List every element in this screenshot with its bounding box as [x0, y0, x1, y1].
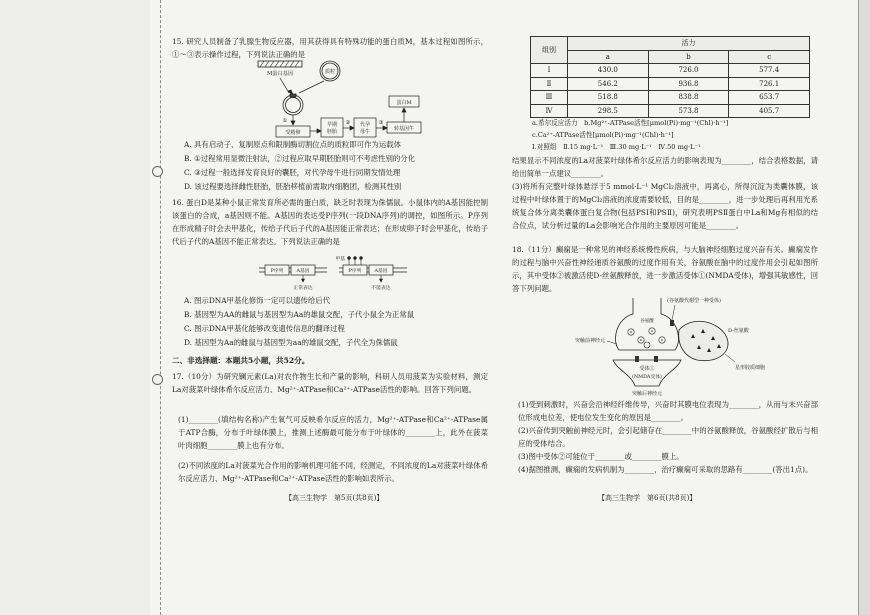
- table-header-group: 组别: [531, 37, 568, 64]
- q17-part3: (3)将所有完整叶绿体悬浮于5 mmol·L⁻¹ MgCl₂溶液中，再离心，所得沉淀为类囊体膜，该过程中叶绿体置于的MgCl₂溶液的浓度需要较低，目的是________，进一步处理后再利用光系统复合体分离类囊体蛋白复合物(包括PSⅠ和PSⅡ)，研究表明PSⅡ蛋白中La和Mg有相似的结合位点，试分析过量的La会影响光合作用的主要原因可能是________。: [512, 182, 818, 230]
- page-right-edge: [858, 0, 870, 615]
- q18-part2: (2)兴奋传到突触前神经元时，会引起储存在________中的谷氨酸释放，谷氨酸经扩散后与相应的受体结合。: [518, 426, 818, 448]
- table-note-ab: a.希尔反应活力 b.Mg²⁺-ATPase活性[μmol(Pi)·mg⁻¹(Chl)·h⁻¹]: [532, 119, 729, 127]
- section-heading: 二、非选择题：本题共5小题，共52分。: [172, 356, 310, 365]
- presynaptic-label: 突触前神经元: [575, 338, 606, 344]
- recombinant-plasmid: [283, 94, 303, 115]
- surrogate-label-2: 母牛: [359, 129, 371, 135]
- arrow-to-embryo: [310, 129, 321, 133]
- la-activity-table: [530, 36, 810, 118]
- table-header-activity: 活力: [568, 37, 810, 51]
- table-note-groups: Ⅰ.对照组 Ⅱ.15 mg·L⁻¹ Ⅲ.30 mg·L⁻¹ Ⅳ.50 mg·L⁻¹: [532, 143, 701, 151]
- q15-stem: 15. 研究人员制备了乳腺生物反应器，用其获得具有特殊功能的蛋白质M，基本过程如图所示，①～③表示操作过程，下列说法正确的是: [172, 37, 488, 59]
- arrow-step2: [343, 126, 354, 130]
- p-sequence-label-right: P序列: [348, 269, 362, 274]
- not-expressed-label: 不能表达: [371, 286, 391, 291]
- q17-part2: (2)不同浓度的La对菠菜光合作用的影响机理可能不同，经测定，不同浓度的La对菠菜叶绿体希尔反应活力、Mg²⁺-ATPase和Ca²⁺-ATPase活性的影响如表所示。: [178, 461, 488, 483]
- gene-fragment-hatched-bar: [258, 61, 302, 67]
- receptor1-marker-left: [635, 356, 639, 362]
- table-cell: 726.1: [729, 77, 810, 91]
- postsynaptic-label: 突触后神经元: [631, 391, 663, 397]
- gene-label: M蛋白基因: [266, 71, 294, 77]
- expressed-label: 正常表达: [293, 286, 313, 291]
- arrow-step3: [376, 126, 387, 130]
- q18-part4: (4)据图推测，癫痫的发病机制为________，治疗癫痫可采取的思路有________(答出1点)。: [518, 465, 813, 474]
- table-row: [531, 64, 810, 78]
- receptor2-note: (谷氨酸代谢型一种受体): [667, 298, 721, 304]
- step2-label: ②: [345, 120, 351, 126]
- table-note-c: c.Ca²⁺-ATPase活性[μmol(Pi)·mg⁻¹(Chl)·h⁻¹]: [532, 131, 674, 139]
- receptor2-marker: [670, 320, 674, 326]
- q17-result: 结果显示不同浓度的La对菠菜叶绿体希尔反应活力的影响表现为________，结合表格数据，请给出简单一点建议________。: [512, 156, 818, 178]
- q17-part1: (1)________(填结构名称)产生氧气可反映希尔反应的活力，Mg²⁺-ATPase和Ca²⁺-ATPase属于ATP合酶，分布于叶绿体膜上，推测上述酶最可能分布于叶绿体的________上，此外在菠菜叶肉细胞________膜上也有分布。: [178, 415, 488, 450]
- table-cell: Ⅰ: [531, 64, 568, 78]
- postsynaptic-neuron: [613, 360, 681, 386]
- table-cell: 726.0: [648, 64, 729, 78]
- step3-label: ③: [378, 120, 384, 126]
- q16-option-a: A. 图示DNA甲基化修饰一定可以遗传给后代: [184, 296, 331, 305]
- embryo-label-1: 早期: [326, 122, 338, 128]
- q15-option-c: C. ③过程一般选择发育良好的囊胚，对代孕母牛进行同期发情处理: [184, 168, 401, 177]
- q16-diagram: [255, 253, 411, 293]
- q16-option-b: B. 基因型为AA的雌鼠与基因型为Aa的雄鼠交配，子代小鼠全为正常鼠: [184, 310, 415, 319]
- p-sequence-label-left: P序列: [270, 269, 284, 274]
- page-footer-right: 【高三生物学 第6页(共8页)】: [598, 494, 697, 502]
- table-cell: 577.4: [729, 64, 810, 78]
- q15-option-a: A. 具有启动子、复制原点和限制酶切割位点的质粒即可作为运载体: [184, 140, 401, 149]
- receptor1-marker-right: [654, 356, 658, 362]
- q15-diagram: [248, 60, 428, 138]
- embryo-label-2: 胚胎: [326, 129, 338, 135]
- a-gene-label-left: A基因: [296, 269, 310, 274]
- step1-label: ①: [282, 118, 288, 124]
- arrow-to-product: [402, 108, 406, 122]
- astrocyte-label: 星形胶质细胞: [735, 365, 766, 371]
- methyl-groups: [348, 257, 363, 265]
- binding-line: [160, 0, 161, 615]
- table-cell: 518.8: [568, 91, 649, 105]
- a-gene-label-right: A基因: [374, 269, 388, 274]
- d-serine-label: D-丝氨酸: [728, 328, 749, 334]
- astrocyte-leader-line: [725, 354, 735, 362]
- page-footer-left: 【高三生物学 第5页(共8页)】: [285, 494, 384, 502]
- table-row: [531, 91, 810, 105]
- q18-stem: 18.（11分）癫痫是一种常见的神经系统慢性疾病，与大脑神经细胞过度兴奋有关。癫痫发作的过程与脑中兴奋性神经递质谷氨酸的过度作用有关，谷氨酸在脑中的过度作用会引起如图所示，其中受体②被激活使D-丝氨酸释放，进一步激活受体①(NMDA受体)，增强其敏感性，回答下列问题。: [512, 245, 818, 293]
- methyl-label: 甲基: [335, 257, 345, 262]
- q16-option-d: D. 基因型为Aa的雌鼠与基因型为aa的雄鼠交配，子代全为侏儒鼠: [184, 338, 398, 347]
- table-cell: 936.8: [648, 77, 729, 91]
- offspring-label: 转基因牛: [393, 126, 415, 132]
- nmda-label: (NMDA受体): [632, 375, 662, 380]
- table-col-a: a: [568, 50, 649, 64]
- q15-option-b: B. ①过程常用显微注射法，②过程应取早期胚胎则可不考虑性别的分化: [184, 154, 416, 163]
- table-row: [531, 104, 810, 118]
- arrow-step1: [291, 115, 295, 125]
- table-row: [531, 77, 810, 91]
- table-cell: 653.7: [729, 91, 810, 105]
- table-cell: 838.8: [648, 91, 729, 105]
- arrow-expressed: [302, 275, 305, 282]
- table-cell: Ⅲ: [531, 91, 568, 105]
- astrocyte-body: [679, 321, 728, 360]
- table-cell: 430.0: [568, 64, 649, 78]
- table-cell: 573.8: [648, 104, 729, 118]
- binding-hole-top: [152, 166, 163, 177]
- arrow-not-expressed: [380, 275, 383, 282]
- q18-synapse-diagram: [575, 294, 775, 398]
- receptor1-label: 受体①: [639, 366, 655, 372]
- receptor2-leader-line: [672, 305, 675, 320]
- table-cell: 298.5: [568, 104, 649, 118]
- table-col-c: c: [729, 50, 810, 64]
- binding-margin: [0, 0, 150, 615]
- q15-option-d: D. 该过程要选择雌性胚胎，胚胎移植前需取内细胞团，检测其性别: [184, 182, 402, 191]
- q17-stem: 17.（10分）为研究镧元素(La)对农作物生长和产量的影响，科研人员用菠菜为实验材料，测定La对菠菜叶绿体希尔反应活力、Mg²⁺-ATPase和Ca²⁺-ATPase活性的影响。回答下列问题。: [172, 372, 488, 394]
- table-cell: 546.2: [568, 77, 649, 91]
- q16-option-c: C. 图示DNA甲基化能够改变遗传信息的翻译过程: [184, 324, 345, 333]
- product-label: 蛋白M: [396, 100, 412, 106]
- table-cell: Ⅳ: [531, 104, 568, 118]
- arrows-to-recombinant: [280, 78, 324, 95]
- q16-stem: 16. 蛋白D是某种小鼠正常发育所必需的蛋白质，缺乏时表现为侏儒鼠。小鼠体内的A基因能控制该蛋白的合成，a基因则不能。A基因的表达受P序列(一段DNA序列)的调控，如图所示。P序列在形成精子时会去甲基化，传给子代后子代的A基因能正常表达；在形成卵子时会甲基化，传给子代后子代的A基因不能正常表达。下列说法正确的是: [172, 198, 488, 246]
- binding-hole-bottom: [152, 374, 163, 385]
- table-cell: 405.7: [729, 104, 810, 118]
- table-cell: Ⅱ: [531, 77, 568, 91]
- zygote-label: 受精卵: [285, 130, 301, 136]
- q18-part1: (1)受到刺激时，兴奋会沿神经纤维传导，兴奋时其膜电位表现为________，从而与未兴奋部位形成电位差，使电位发生变化的原因是________。: [518, 400, 818, 422]
- q18-part3: (3)图中受体②可能位于________或________膜上。: [518, 452, 684, 461]
- surrogate-label-1: 代孕: [359, 122, 371, 128]
- glutamate-label: 谷氨酸: [640, 319, 654, 324]
- plasmid-label: 质粒: [324, 69, 336, 75]
- table-col-b: b: [648, 50, 729, 64]
